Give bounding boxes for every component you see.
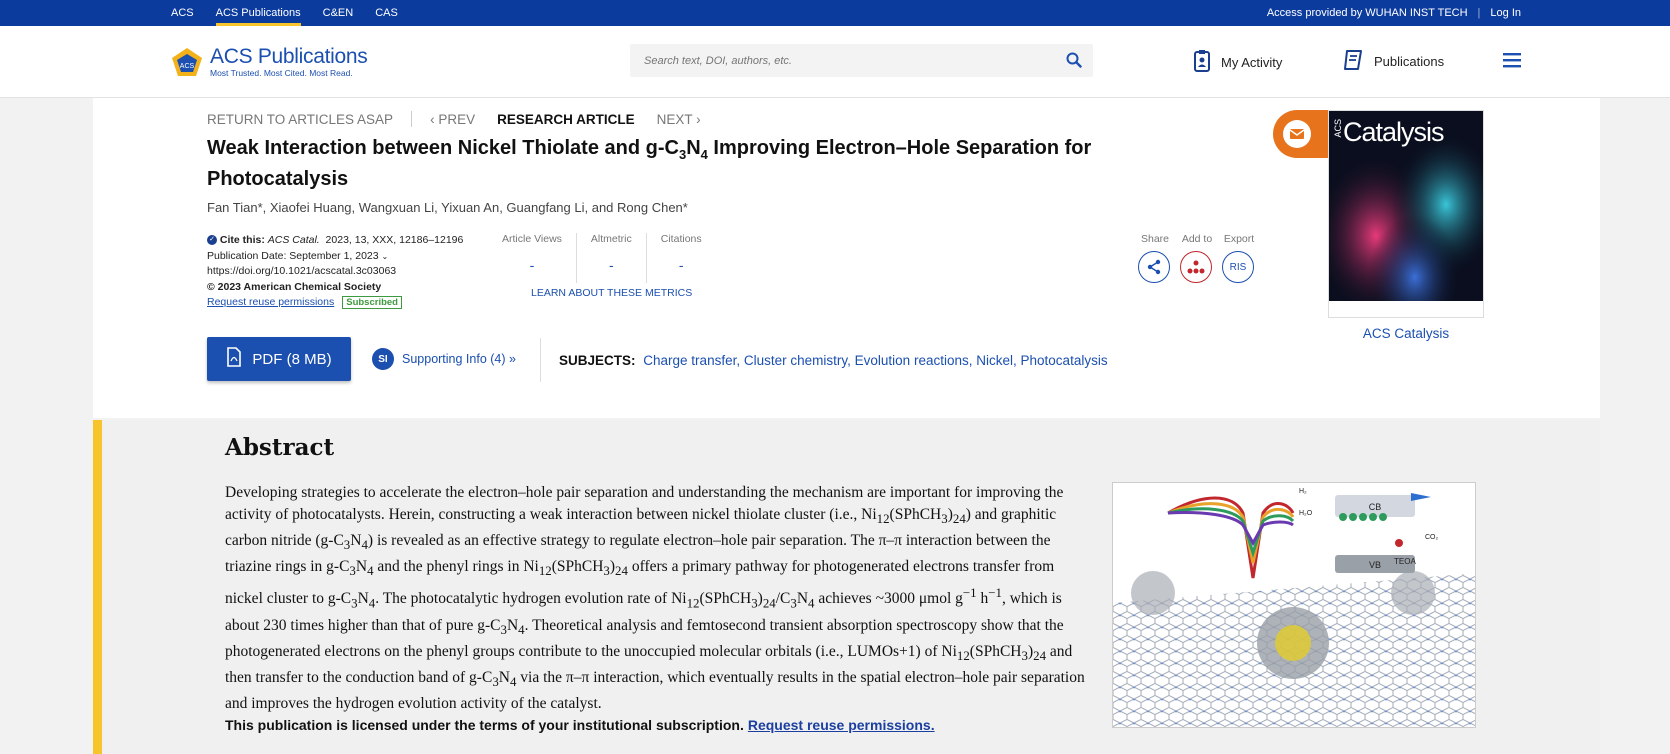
clipboard-user-icon bbox=[1193, 49, 1211, 76]
subject-link[interactable]: Evolution reactions bbox=[854, 353, 969, 368]
search-input[interactable] bbox=[630, 44, 1030, 77]
reuse-permissions-link[interactable]: Request reuse permissions bbox=[207, 296, 335, 308]
abstract-text: Developing strategies to accelerate the electron–hole pair separation and understanding the mechanism are important for improving the activity of photocatalysts. Herein, constructing a weak interaction between nickel thiolate cluster (i.e., $Ni_{12}(SPhCH_3)_{24}$) and graphitic carbon nitride $(g-C_3N_4)$ is revealed as an effective strategy to regulate electron–hole pair separation. The π–π interaction between the triazine rings in $g-C_3N_4$ and the phenyl rings in $Ni_{12}(SPhCH_3)_{24}$ offers a primary pathway for photogenerated electrons transfer from nickel cluster to $g-C_3N_4$. The photocatalytic hydrogen evolution rate of $Ni_{12}(SPhCH_3)_{24}/C_3N_4$ achieves ~3000 μmol $g^{-1}$ $h^{-1}$, which is about 230 times higher than that of pure $g-C_3N_4$. Theoretical analysis and femtosecond transient absorption spectroscopy show that the photogenerated electrons on the phenyl groups contribute to the unoccupied molecular orbitals (i.e., LUMOs+1) of $Ni_{12}(SPhCH_3)_{24}$ and then transfer to the conduction band of $g-C_3N_4$ via the π–π interaction, which eventually results in the spatial electron–hole pair separation and improves the hydrogen evolution activity of the catalyst. bbox=[225, 484, 1085, 712]
top-link-acs-publications[interactable]: ACS Publications bbox=[215, 7, 301, 19]
pdf-file-icon bbox=[226, 347, 242, 371]
search-box bbox=[630, 44, 1093, 77]
abstract-heading: Abstract bbox=[225, 434, 335, 461]
envelope-icon bbox=[1283, 120, 1311, 148]
toc-label-h2o: H₂O bbox=[1299, 510, 1313, 517]
acs-logo-icon bbox=[170, 46, 204, 78]
article-type: RESEARCH ARTICLE bbox=[497, 111, 635, 127]
doi-link[interactable]: https://doi.org/10.1021/acscatal.3c03063 bbox=[207, 265, 397, 277]
pdf-button-label: PDF (8 MB) bbox=[252, 350, 332, 368]
ris-export-button[interactable]: RIS bbox=[1222, 251, 1254, 283]
subject-link[interactable]: Cluster chemistry bbox=[743, 353, 848, 368]
publications-button[interactable] bbox=[1342, 49, 1444, 74]
divider: | bbox=[1477, 7, 1481, 19]
top-link-cen[interactable]: C&EN bbox=[322, 7, 354, 19]
share-icon[interactable] bbox=[1138, 251, 1170, 283]
author-list[interactable]: Fan Tian*, Xiaofei Huang, Wangxuan Li, Yixuan An, Guangfang Li, and Rong Chen* bbox=[207, 200, 688, 215]
article-actions bbox=[1138, 233, 1256, 283]
email-alert-button[interactable] bbox=[1273, 110, 1329, 158]
my-activity-label: My Activity bbox=[1221, 55, 1283, 70]
acs-logo[interactable] bbox=[170, 45, 367, 78]
top-link-cas[interactable]: CAS bbox=[375, 7, 398, 19]
toc-graphic[interactable] bbox=[1112, 482, 1476, 728]
journal-name-link[interactable]: ACS Catalysis bbox=[1362, 326, 1450, 341]
subjects-row: SUBJECTS: Charge transfer, Cluster chemistry, Evolution reactions, Nickel, Photocatalysis bbox=[559, 353, 1108, 368]
login-link[interactable]: Log In bbox=[1490, 7, 1521, 19]
share-action[interactable]: Share bbox=[1138, 233, 1172, 283]
cover-journal-name: Catalysis bbox=[1343, 117, 1444, 147]
metric-article-views: Article Views - bbox=[502, 233, 562, 273]
license-statement: This publication is licensed under the terms of your institutional subscription. Request reuse permissions. bbox=[225, 717, 935, 733]
toc-label-h2: H₂ bbox=[1299, 488, 1307, 495]
supporting-info-label: Supporting Info (4) » bbox=[402, 352, 516, 366]
book-icon bbox=[1342, 49, 1364, 74]
metric-citations[interactable]: Citations - bbox=[646, 233, 716, 283]
check-icon: ✓ bbox=[207, 235, 217, 245]
logo-title: ACS Publications bbox=[210, 45, 368, 68]
toc-label-co2: CO₂ bbox=[1425, 534, 1439, 541]
learn-metrics-link[interactable]: LEARN ABOUT THESE METRICS bbox=[531, 287, 693, 299]
chevron-down-icon: ⌄ bbox=[381, 251, 389, 261]
top-links bbox=[171, 0, 398, 26]
return-link[interactable]: RETURN TO ARTICLES ASAP bbox=[207, 111, 394, 127]
add-to-action[interactable]: Add to bbox=[1180, 233, 1214, 283]
article-nav bbox=[207, 111, 701, 127]
publication-date[interactable]: Publication Date: September 1, 2023 ⌄ bbox=[207, 249, 389, 262]
subjects-label: SUBJECTS: bbox=[559, 353, 636, 368]
metrics-row bbox=[498, 233, 716, 283]
publications-label: Publications bbox=[1374, 54, 1445, 69]
subscribed-badge: Subscribed bbox=[342, 296, 402, 309]
citation-block bbox=[207, 233, 463, 311]
access-provider: Access provided by WUHAN INST TECH bbox=[1266, 7, 1468, 19]
logo-tagline: Most Trusted. Most Cited. Most Read. bbox=[210, 68, 353, 78]
abstract-accent-bar bbox=[93, 420, 102, 754]
license-reuse-link[interactable]: Request reuse permissions. bbox=[747, 717, 935, 733]
supporting-info-link[interactable] bbox=[372, 348, 516, 370]
toc-label-teoa: TEOA bbox=[1394, 557, 1416, 566]
search-icon[interactable] bbox=[1066, 52, 1082, 73]
toc-label-cb: CB bbox=[1368, 502, 1382, 512]
pdf-download-button[interactable] bbox=[207, 337, 351, 381]
article-title: Weak Interaction between Nickel Thiolate and $g-C_3N_4$ Improving Electron–Hole Separation for Photocatalysis bbox=[207, 137, 1092, 190]
hamburger-menu-icon[interactable] bbox=[1503, 52, 1521, 73]
subject-link[interactable]: Charge transfer bbox=[643, 353, 737, 368]
divider bbox=[540, 338, 541, 382]
journal-cover[interactable] bbox=[1328, 110, 1484, 318]
svg-text:ACS: ACS bbox=[179, 62, 195, 70]
add-to-icon[interactable] bbox=[1180, 251, 1212, 283]
next-link[interactable]: NEXT › bbox=[656, 111, 701, 127]
my-activity-button[interactable] bbox=[1193, 49, 1282, 76]
metric-altmetric[interactable]: Altmetric - bbox=[576, 233, 646, 283]
subject-link[interactable]: Nickel bbox=[976, 353, 1014, 368]
top-bar bbox=[0, 0, 1670, 26]
top-link-acs[interactable]: ACS bbox=[171, 7, 194, 19]
si-badge: SI bbox=[372, 348, 394, 370]
cite-line[interactable]: ✓ Cite this: ACS Catal. 2023, 13, XXX, 12186–12196 bbox=[207, 233, 463, 249]
prev-link[interactable]: ‹ PREV bbox=[430, 111, 476, 127]
copyright: © 2023 American Chemical Society bbox=[207, 280, 382, 293]
subject-link[interactable]: Photocatalysis bbox=[1020, 353, 1108, 368]
site-header bbox=[0, 26, 1670, 98]
export-action[interactable]: Export RIS bbox=[1222, 233, 1256, 283]
cover-prefix: ACS bbox=[1333, 119, 1343, 138]
toc-label-vb: VB bbox=[1368, 560, 1382, 570]
divider bbox=[411, 111, 412, 127]
